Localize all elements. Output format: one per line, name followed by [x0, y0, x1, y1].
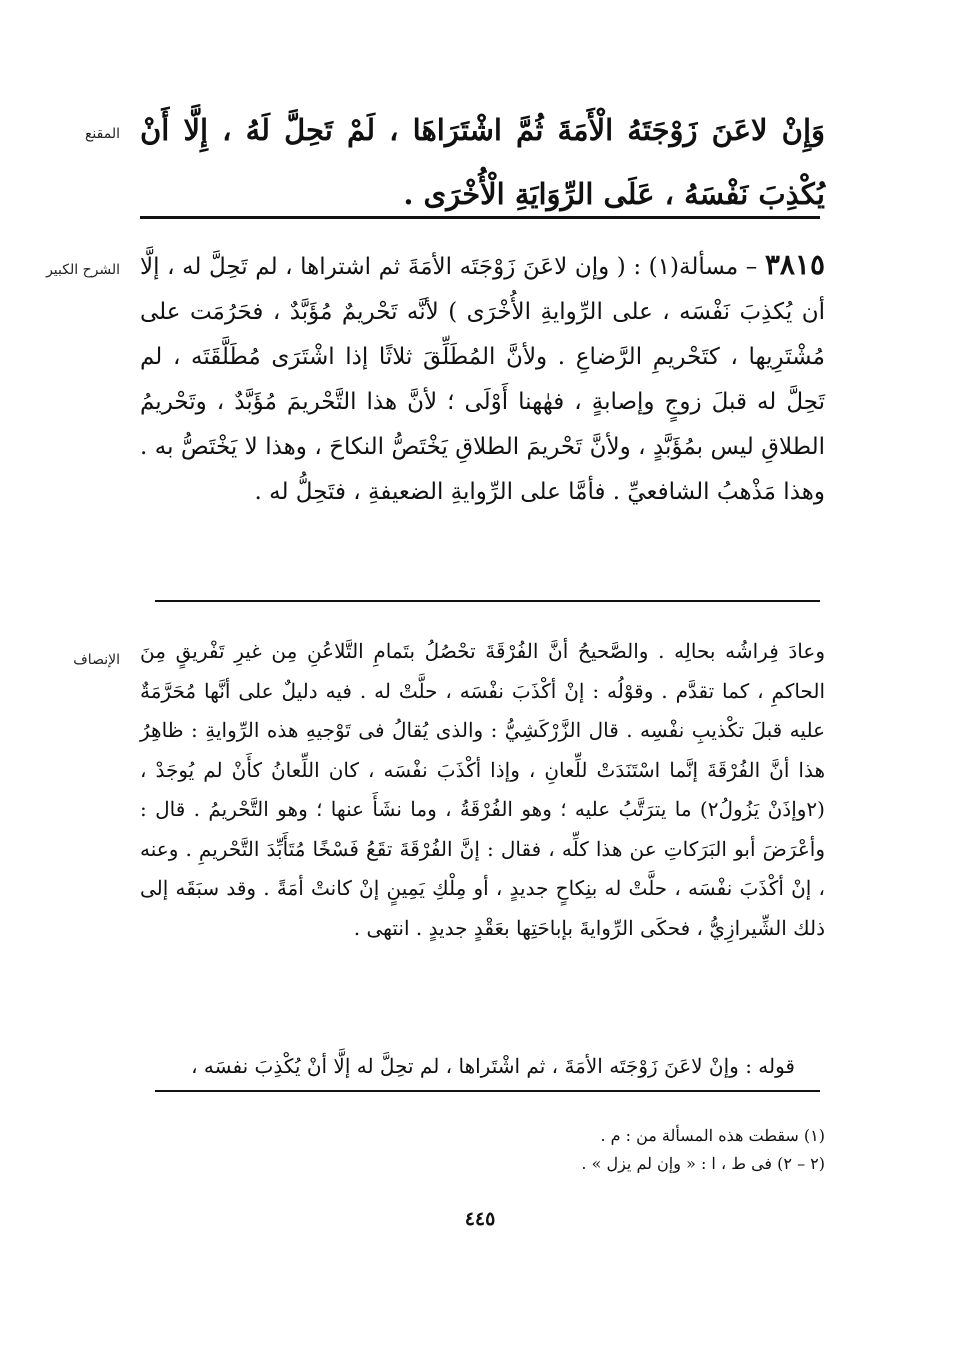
- qawluh-line: قوله : وإنْ لاعَنَ زَوْجَتَه الأمَةَ ، ثم اشْتَراها ، لم تحِلَّ له إلَّا أنْ يُكْذِبَ نفسَه ،: [191, 1054, 795, 1078]
- footnote-2: (٢ – ٢) فى ط ، ا : « وإن لم يزل » .: [581, 1154, 825, 1173]
- section-divider-thick: [140, 216, 820, 219]
- footnote-divider: [155, 1090, 820, 1092]
- footnotes: [400, 1122, 825, 1178]
- sharh-body: – مسألة(١) : ( وإن لاعَنَ زَوْجَتَه الأمَةَ ثم اشتراها ، لم تَحِلَّ له ، إلَّا أن يُكذِبَ نَفْسَه ، على الرِّوايةِ الأُخْرَى ) لأنَّه تَحْريمٌ مُؤَبَّدٌ ، فحَرُمَت على مُشْتَرِيها ، كتَحْريمِ الرَّضاعِ . ولأنَّ المُطَلِّقَ ثلاثًا إذا اشْتَرَى مُطَلَّقَتَه ، لم تَحِلَّ له قبلَ زوجٍ وإصابةٍ ، فهٰهنا أَوْلَى ؛ لأنَّ هذا التَّحْريمَ مُؤَبَّدٌ ، وتَحْريمُ الطلاقِ ليس بمُؤَبَّدٍ ، ولأنَّ تَحْريمَ الطلاقِ يَخْتَصُّ النكاحَ ، وهذا لا يَخْتَصُّ به . وهذا مَذْهبُ الشافعيِّ . فأمَّا على الرِّوايةِ الضعيفةِ ، فتَحِلُّ له .: [140, 254, 825, 505]
- insaf-text: وعادَ فِراشُه بحالِه . والصَّحيحُ أنَّ الفُرْقَةَ تحْصُلُ بتَمامِ التَّلاعُنِ مِن غيرِ تَفْريقٍ مِنَ الحاكمِ ، كما تقدَّم . وقوْلُه : إنْ أكْذَبَ نفْسَه ، حلَّتْ له . فيه دليلٌ على أنَّها مُحَرَّمَةٌ عليه قبلَ تكْذيبِ نفْسِه . قال الزَّرْكَشِيُّ : والذى يُقالُ فى تَوْجيهِ هذه الرِّوايةِ : ظاهِرُ هذا أنَّ الفُرْقَةَ إنَّما اسْتَنَدَتْ للِّعانِ ، وإذا أكْذَبَ نفْسَه ، كان اللِّعانُ كأَنْ لم يُوجَدْ ، (٢وإذَنْ يَزُولُ٢) ما يترَتَّبُ عليه ؛ وهو الفُرْقَةُ ، وما نشَأَ عنها ؛ وهو التَّحْريمُ . قال : وأعْرَضَ أبو البَرَكاتِ عن هذا كلِّه ، فقال : إنَّ الفُرْقَةَ تقَعُ فَسْخًا مُتَأَبِّدَ التَّحْريمِ . وعنه ، إنْ أكْذَبَ نفْسَه ، حلَّتْ له بنِكاحٍ جديدٍ ، أو مِلْكِ يَمِينٍ إنْ كانتْ أمَةً . وقد سبَقَه إلى ذلك الشِّيرازِيُّ ، فحكَى الرِّوايةَ بإباحَتِها بعَقْدٍ جديدٍ . انتهى .: [140, 639, 825, 940]
- section-divider: [155, 600, 820, 602]
- margin-label-muqni: المقنع: [84, 126, 120, 142]
- sharh-text: [140, 242, 825, 515]
- footnote-1: (١) سقطت هذه المسألة من : م .: [600, 1126, 825, 1145]
- page-number: ٤٤٥: [464, 1208, 496, 1230]
- margin-label-sharh: الشرح الكبير: [46, 262, 120, 278]
- issue-number: ٣٨١٥: [764, 248, 825, 281]
- muqni-text: وَإِنْ لاعَنَ زَوْجَتَهُ الْأَمَةَ ثُمَّ اشْتَرَاهَا ، لَمْ تَحِلَّ لَهُ ، إِلَّا أَنْ يُكْذِبَ نَفْسَهُ ، عَلَى الرِّوَايَةِ الْأُخْرَى .: [140, 113, 825, 211]
- margin-label-insaf: الإنصاف: [73, 652, 120, 668]
